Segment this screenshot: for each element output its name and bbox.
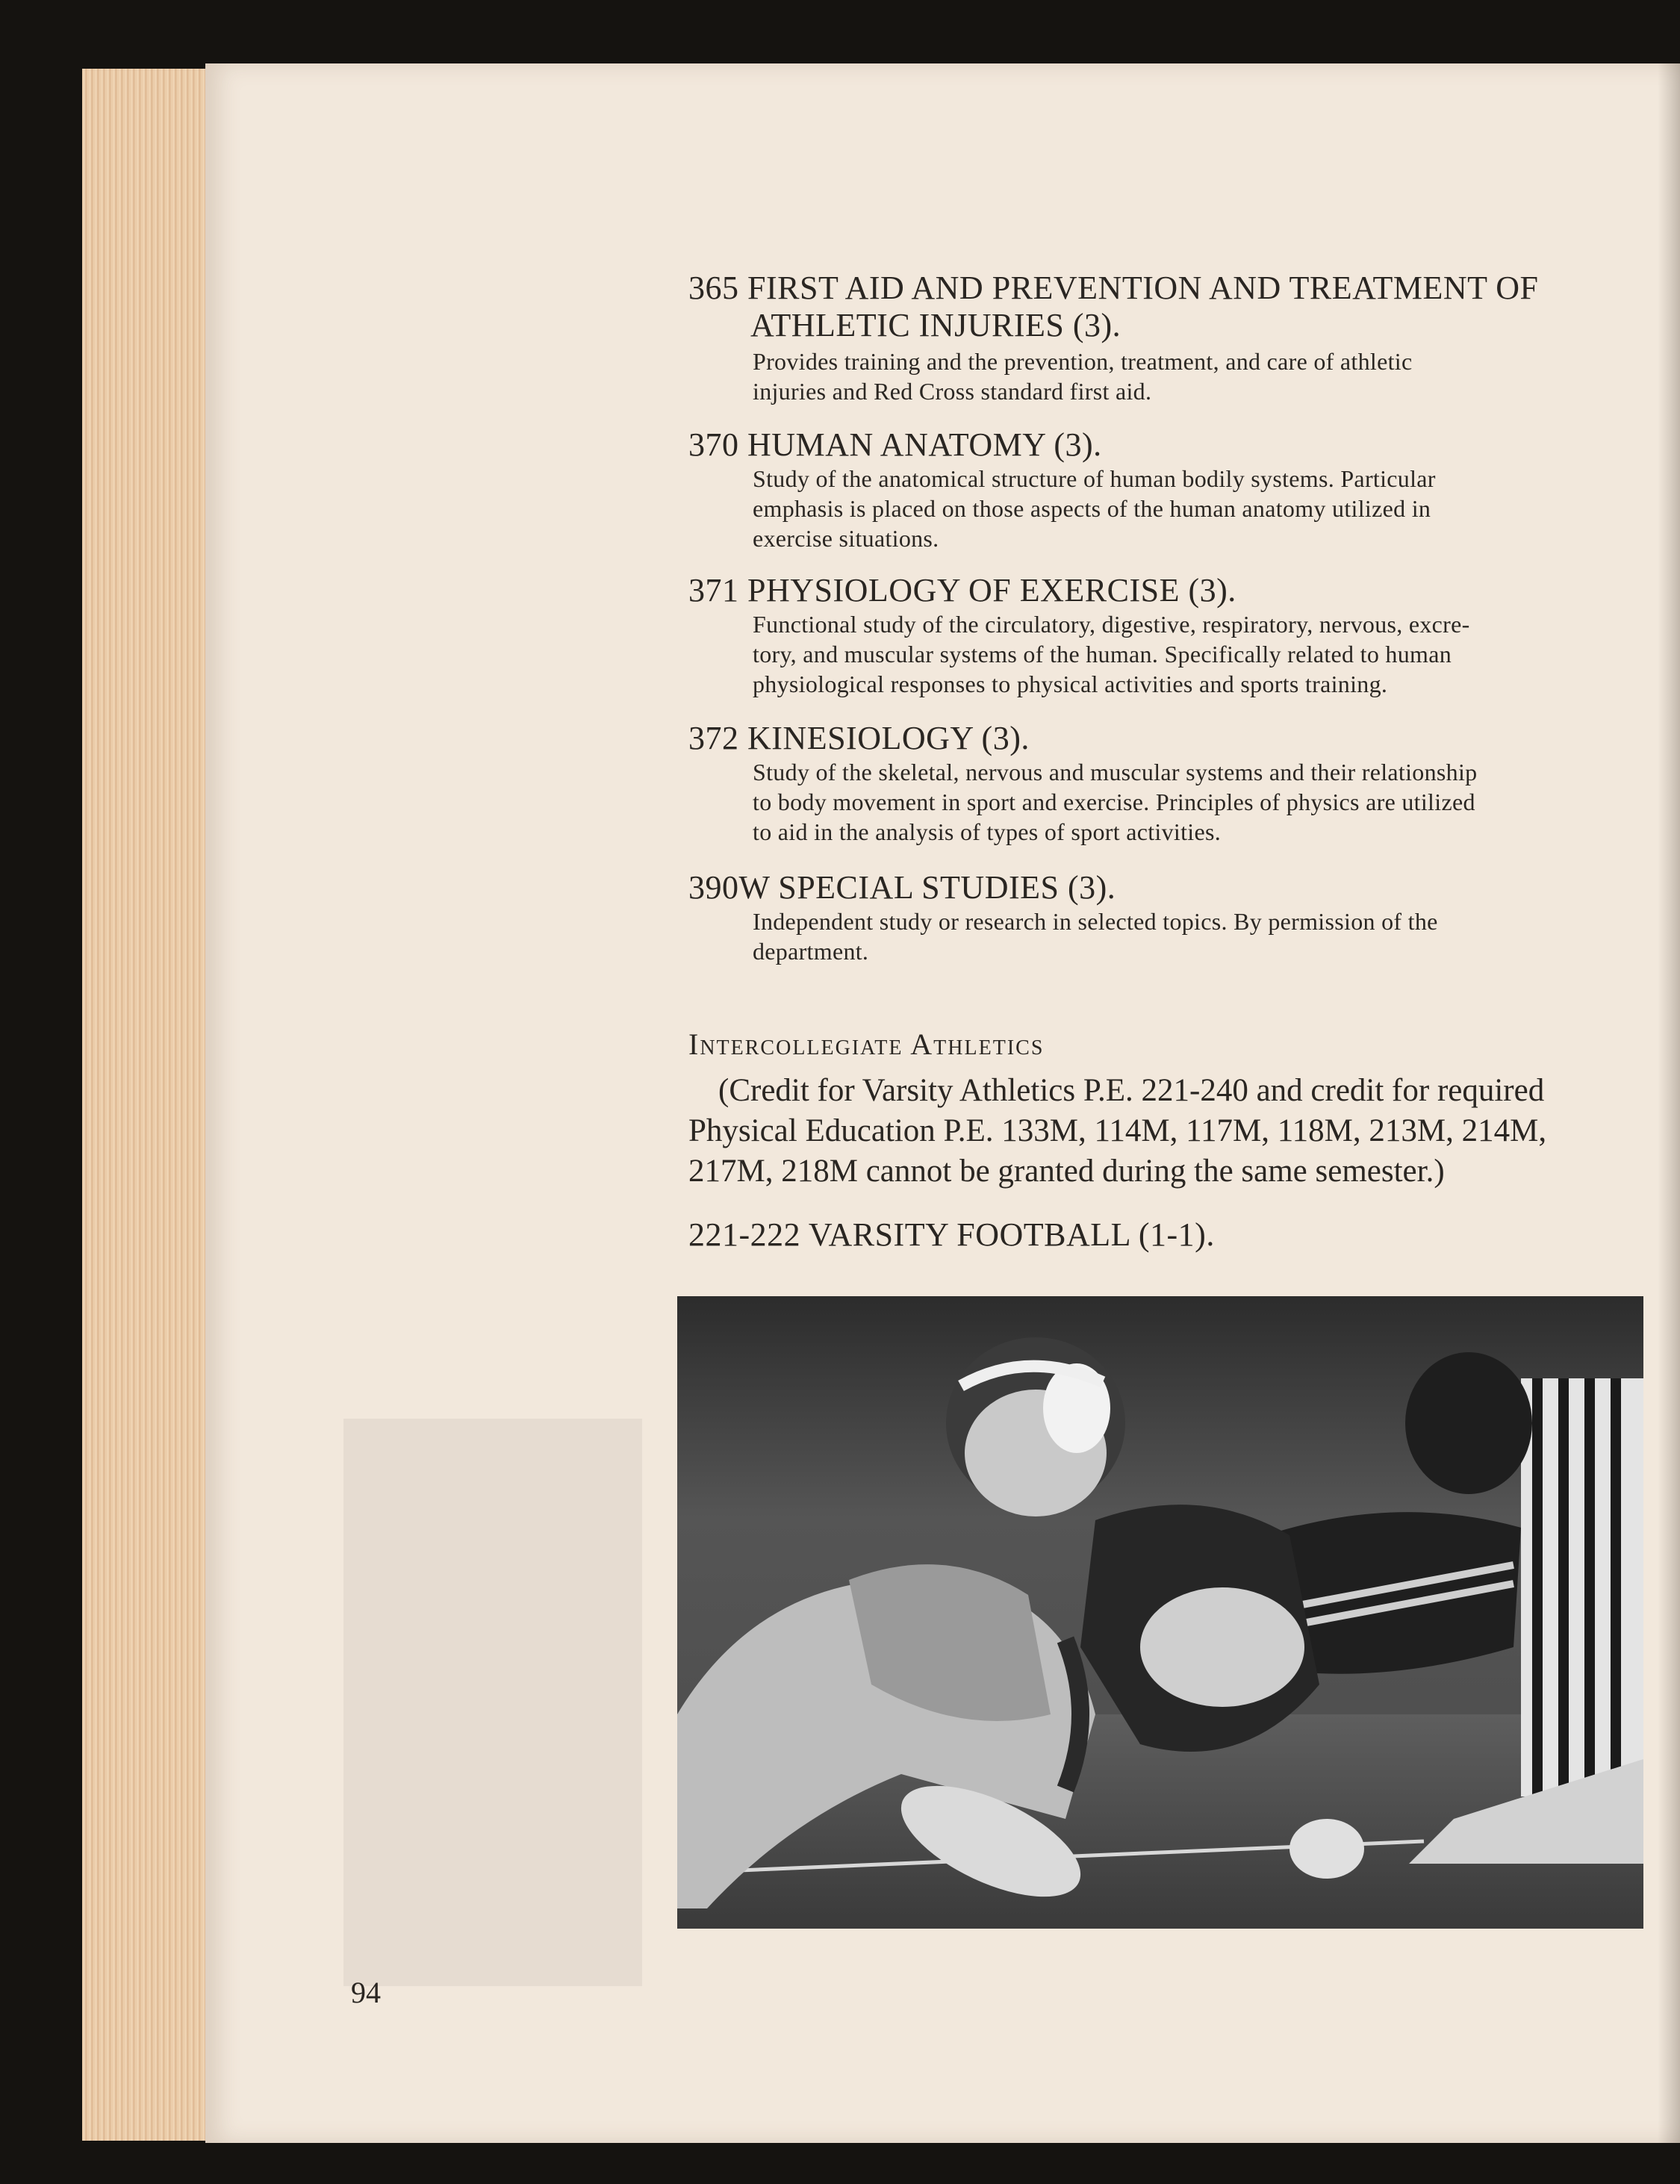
course-365-desc-line2: injuries and Red Cross standard first aid. [753, 378, 1152, 405]
course-390w-heading: 390W SPECIAL STUDIES (3). [688, 869, 1116, 906]
credit-note-line3: 217M, 218M cannot be granted during the same semester.) [688, 1154, 1445, 1189]
course-365-heading-line2: ATHLETIC INJURIES (3). [750, 307, 1121, 343]
section-title: Intercollegiate Athletics [688, 1027, 1045, 1061]
course-365-desc-line1: Provides training and the prevention, treatment, and care of athletic [753, 348, 1413, 375]
course-372-desc-line3: to aid in the analysis of types of sport activities. [753, 818, 1222, 845]
course-372-heading: 372 KINESIOLOGY (3). [688, 720, 1030, 756]
wrestling-photograph [677, 1296, 1643, 1929]
bleed-through-shadow [343, 1419, 642, 1986]
course-372-desc-line1: Study of the skeletal, nervous and muscular systems and their relationship [753, 759, 1478, 785]
course-370-desc-line2: emphasis is placed on those aspects of the human anatomy utilized in [753, 495, 1431, 522]
course-365-heading-line1: 365 FIRST AID AND PREVENTION AND TREATMENT OF [688, 270, 1539, 306]
course-370-desc-line1: Study of the anatomical structure of human bodily systems. Particular [753, 465, 1436, 492]
course-390w-desc-line2: department. [753, 938, 869, 965]
page-number: 94 [351, 1976, 381, 2009]
course-371-heading: 371 PHYSIOLOGY OF EXERCISE (3). [688, 572, 1236, 609]
gutter-shadow [1658, 63, 1680, 2143]
page-edge-stack [82, 69, 213, 2141]
credit-note-line2: Physical Education P.E. 133M, 114M, 117M, 118M, 213M, 214M, [688, 1113, 1547, 1148]
course-390w-desc-line1: Independent study or research in selected topics. By permission of the [753, 908, 1438, 935]
wrestling-photo-illustration [677, 1296, 1643, 1929]
varsity-football-heading: 221-222 VARSITY FOOTBALL (1-1). [688, 1216, 1215, 1253]
course-370-desc-line3: exercise situations. [753, 525, 939, 552]
credit-note-line1: (Credit for Varsity Athletics P.E. 221-240 and credit for required [718, 1073, 1545, 1108]
course-370-heading: 370 HUMAN ANATOMY (3). [688, 426, 1102, 463]
course-371-desc-line3: physiological responses to physical activities and sports training. [753, 671, 1388, 697]
course-372-desc-line2: to body movement in sport and exercise. Principles of physics are utilized [753, 788, 1475, 815]
course-371-desc-line1: Functional study of the circulatory, digestive, respiratory, nervous, excre- [753, 611, 1470, 638]
course-371-desc-line2: tory, and muscular systems of the human. Specifically related to human [753, 641, 1452, 668]
